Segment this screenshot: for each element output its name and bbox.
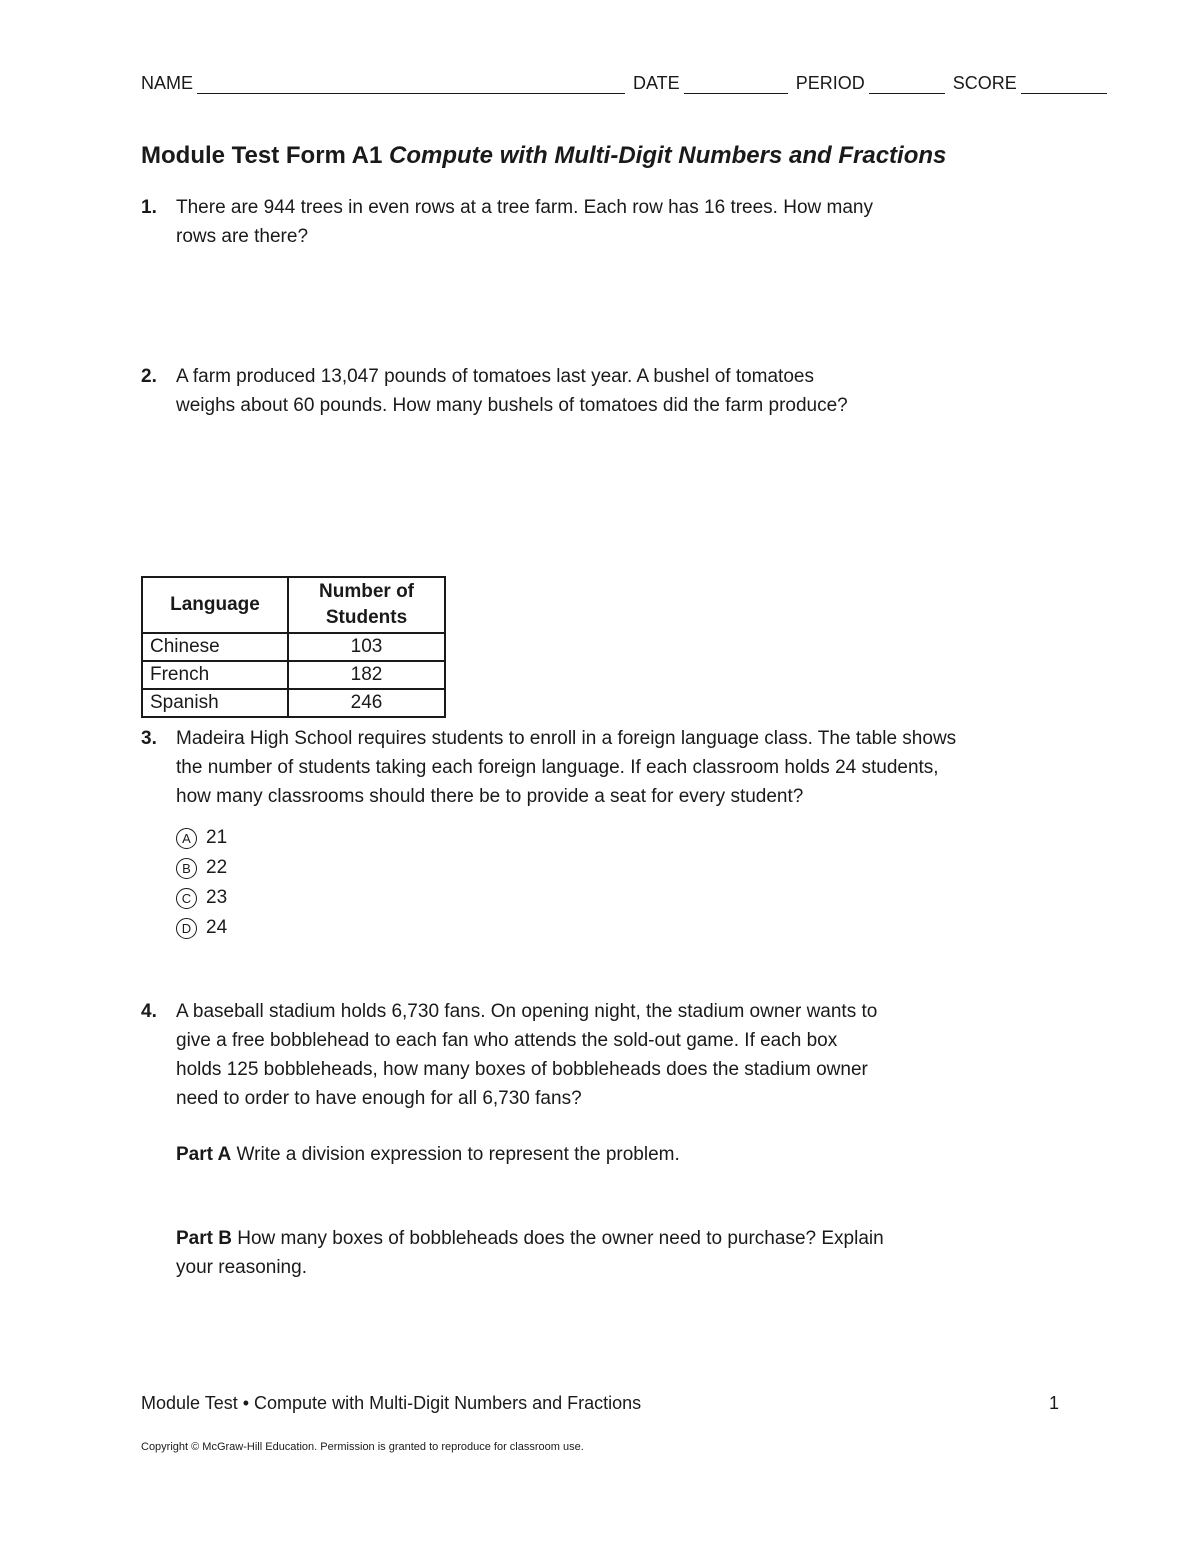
footer-title: Module Test • Compute with Multi-Digit Numbers and Fractions [141, 1393, 642, 1413]
choice-bubble-icon[interactable]: A [176, 828, 197, 849]
question-number: 2. [141, 366, 157, 387]
choice-d[interactable] [176, 917, 227, 939]
part-a-text: Write a division expression to represent the problem. [231, 1144, 680, 1165]
question-line: give a free bobblehead to each fan who attends the sold-out game. If each box [176, 1030, 838, 1051]
copyright-notice: Copyright © McGraw-Hill Education. Permission is granted to reproduce for classroom use. [141, 1441, 584, 1453]
question-line: Madeira High School requires students to enroll in a foreign language class. The table shows [176, 728, 957, 749]
question-number: 4. [141, 1001, 157, 1022]
cell-language: Spanish [142, 689, 288, 717]
page-number: 1 [1048, 1393, 1059, 1413]
choice-bubble-icon[interactable]: D [176, 918, 197, 939]
cell-language: Chinese [142, 633, 288, 661]
part-a [176, 1140, 680, 1169]
part-a-label: Part A [176, 1144, 232, 1165]
header-language: Language [142, 577, 288, 633]
question-line: There are 944 trees in even rows at a tree farm. Each row has 16 trees. How many [176, 197, 873, 218]
table-row [142, 633, 445, 661]
part-b-text-line: your reasoning. [176, 1257, 307, 1278]
score-field[interactable] [1021, 75, 1107, 94]
question-line: holds 125 bobbleheads, how many boxes of bobbleheads does the stadium owner [176, 1059, 868, 1080]
choice-value: 22 [206, 857, 228, 878]
question-number: 1. [141, 197, 157, 218]
table-row [142, 661, 445, 689]
student-info-header [141, 70, 1116, 94]
question-text [176, 724, 956, 811]
choice-bubble-icon[interactable]: C [176, 888, 197, 909]
part-b-text: How many boxes of bobbleheads does the owner need to purchase? Explain [231, 1228, 884, 1249]
language-table [141, 576, 446, 718]
question-line: A farm produced 13,047 pounds of tomatoes last year. A bushel of tomatoes [176, 366, 814, 387]
cell-count: 182 [288, 661, 445, 689]
question-line: weighs about 60 pounds. How many bushels of tomatoes did the farm produce? [176, 395, 848, 416]
question-text [176, 193, 873, 251]
header-number-of-students [288, 577, 445, 633]
page-footer [141, 1393, 1059, 1414]
name-field[interactable] [197, 75, 625, 94]
choice-a[interactable] [176, 827, 227, 849]
header-line: Students [325, 607, 408, 628]
choice-value: 23 [206, 887, 228, 908]
table-row [142, 689, 445, 717]
question-text [176, 362, 848, 420]
cell-count: 103 [288, 633, 445, 661]
page-title [141, 142, 946, 170]
question-line: A baseball stadium holds 6,730 fans. On opening night, the stadium owner wants to [176, 1001, 878, 1022]
date-label: DATE [633, 73, 680, 93]
question-line: need to order to have enough for all 6,730 fans? [176, 1088, 582, 1109]
question-line: how many classrooms should there be to provide a seat for every student? [176, 786, 804, 807]
question-number: 3. [141, 728, 157, 749]
date-field[interactable] [684, 75, 788, 94]
period-field[interactable] [869, 75, 945, 94]
table-header-row [142, 577, 445, 633]
header-line: Number of [319, 581, 414, 602]
score-label: SCORE [952, 73, 1017, 93]
choice-value: 21 [206, 827, 228, 848]
part-b-label: Part B [176, 1228, 232, 1249]
choice-bubble-icon[interactable]: B [176, 858, 197, 879]
question-line: rows are there? [176, 226, 309, 247]
title-subtitle: Compute with Multi-Digit Numbers and Fractions [389, 142, 947, 169]
choice-c[interactable] [176, 887, 227, 909]
choice-value: 24 [206, 917, 228, 938]
title-lead: Module Test Form A1 [141, 142, 383, 169]
name-label: NAME [141, 73, 194, 93]
question-line: the number of students taking each foreign language. If each classroom holds 24 students, [176, 757, 939, 778]
part-b [176, 1224, 884, 1282]
cell-count: 246 [288, 689, 445, 717]
question-text [176, 997, 877, 1113]
choice-b[interactable] [176, 857, 227, 879]
period-label: PERIOD [795, 73, 865, 93]
cell-language: French [142, 661, 288, 689]
